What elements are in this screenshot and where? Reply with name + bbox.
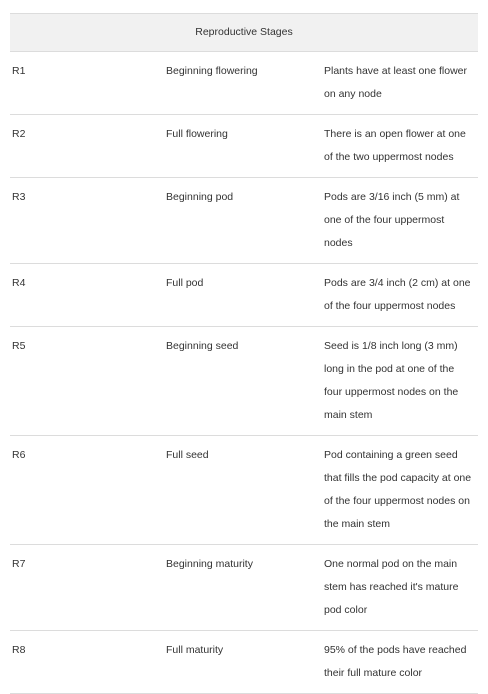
stage-code: R5 (10, 327, 166, 436)
table-row (10, 115, 478, 178)
stage-name: Full seed (166, 436, 322, 545)
table-row (10, 631, 478, 694)
stage-description: Pod containing a green seed that fills the pod capacity at one of the four uppermost nodes on the main stem (322, 436, 478, 545)
stage-code: R7 (10, 545, 166, 631)
stage-name: Full pod (166, 264, 322, 327)
table-row (10, 178, 478, 264)
stage-name: Beginning pod (166, 178, 322, 264)
stage-code: R2 (10, 115, 166, 178)
stage-code: R4 (10, 264, 166, 327)
reproductive-stages-table (10, 13, 478, 694)
stage-code: R1 (10, 52, 166, 115)
stage-name: Full maturity (166, 631, 322, 694)
reproductive-stages-table-container (10, 13, 478, 694)
stage-code: R3 (10, 178, 166, 264)
stage-description: One normal pod on the main stem has reached it's mature pod color (322, 545, 478, 631)
table-row (10, 436, 478, 545)
stage-description: Pods are 3/4 inch (2 cm) at one of the four uppermost nodes (322, 264, 478, 327)
stage-description: 95% of the pods have reached their full mature color (322, 631, 478, 694)
stage-name: Beginning seed (166, 327, 322, 436)
stage-name: Beginning maturity (166, 545, 322, 631)
stage-code: R6 (10, 436, 166, 545)
table-row (10, 327, 478, 436)
stage-code: R8 (10, 631, 166, 694)
table-row (10, 264, 478, 327)
stage-description: There is an open flower at one of the two uppermost nodes (322, 115, 478, 178)
stage-name: Beginning flowering (166, 52, 322, 115)
stage-description: Pods are 3/16 inch (5 mm) at one of the four uppermost nodes (322, 178, 478, 264)
table-header: Reproductive Stages (10, 14, 478, 52)
stage-description: Seed is 1/8 inch long (3 mm) long in the pod at one of the four uppermost nodes on the main stem (322, 327, 478, 436)
table-head (10, 14, 478, 52)
header-row (10, 14, 478, 52)
table-body (10, 52, 478, 694)
table-row (10, 52, 478, 115)
table-row (10, 545, 478, 631)
stage-description: Plants have at least one flower on any node (322, 52, 478, 115)
stage-name: Full flowering (166, 115, 322, 178)
